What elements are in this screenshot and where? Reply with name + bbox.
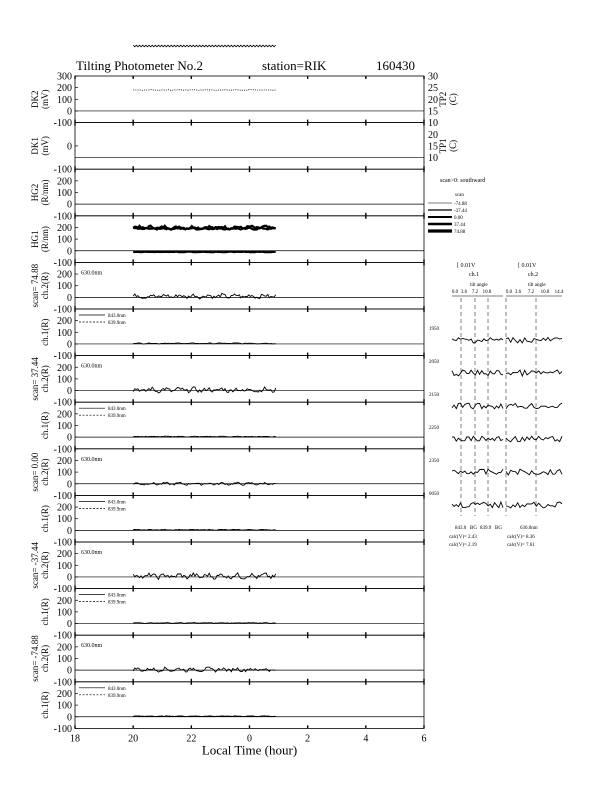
ch1-calibration: calc(V)= 2.43 <box>449 535 477 540</box>
y-tick-label: -100 <box>53 164 72 176</box>
y-axis-unit-label: ch.1(R) <box>40 598 50 626</box>
y-tick-label: 100 <box>57 234 72 246</box>
legend-label: 839.9nm <box>108 321 126 326</box>
y-tick-label: 100 <box>57 514 72 526</box>
y-tick-label: 0 <box>67 619 72 631</box>
y-tick-label: -100 <box>53 490 72 502</box>
legend-label: 843.0nm <box>108 593 126 599</box>
y-axis-label: HG2 <box>30 183 40 202</box>
x-axis-label: Local Time (hour) <box>201 742 298 758</box>
panel-s2c2 <box>30 356 424 409</box>
y-tick-label: 0 <box>67 525 72 537</box>
y-tick-label: 100 <box>57 700 72 712</box>
panel-frame <box>75 356 424 403</box>
date-label: 160430 <box>376 58 415 73</box>
panel-frame <box>75 76 424 123</box>
panel-s5c1 <box>40 682 424 735</box>
panel-s1c1 <box>40 309 424 362</box>
series-line <box>133 482 276 485</box>
panel-hg1 <box>30 216 424 269</box>
y-tick-label: 200 <box>57 549 72 561</box>
panel-dk1 <box>30 123 458 176</box>
x-tick-label: 0 <box>247 733 252 745</box>
y-tick-label: 200 <box>57 83 72 95</box>
panel-s1c2 <box>30 262 424 315</box>
x-tick-label: 4 <box>363 733 369 745</box>
tilt-profile-line <box>506 370 562 376</box>
y-axis-label: scan= 74.88 <box>30 263 40 308</box>
ch2-tilt-tick: 3.6 <box>514 290 522 295</box>
top-trace-line <box>133 45 276 47</box>
y-tick-label: 200 <box>57 595 72 607</box>
ch2-label: ch.2 <box>528 272 539 278</box>
y-tick-label: 200 <box>57 316 72 328</box>
ch2-calibration: calc(V)= 8.36 <box>507 535 535 540</box>
ch2-tilt-tick: 14.4 <box>554 290 564 295</box>
ch2-tilt-tick: 0.0 <box>505 290 513 295</box>
right-tick-label: 10 <box>428 118 438 130</box>
ch1-scale: [ 0.01V <box>457 263 476 269</box>
y-tick-label: 100 <box>57 560 72 572</box>
panel-frame <box>75 449 424 496</box>
y-tick-label: 0 <box>67 339 72 351</box>
panel-frame <box>75 169 424 216</box>
panel-s3c2 <box>30 449 424 502</box>
ch2-scale: [ 0.01V <box>518 263 537 269</box>
x-tick-label: 2 <box>305 733 311 745</box>
x-tick-label: 18 <box>70 733 80 745</box>
tilt-profile-line <box>452 338 503 343</box>
y-tick-label: -100 <box>53 304 72 316</box>
scan-legend-label: 74.88 <box>454 230 466 235</box>
panel-frame <box>75 495 424 542</box>
panel-frame <box>75 216 424 263</box>
panel-frame <box>75 262 424 309</box>
right-axis-unit-label: (C) <box>448 93 458 106</box>
y-tick-label: 100 <box>57 94 72 106</box>
y-tick-label: 100 <box>57 374 72 386</box>
ch1-tilt-tick: 7.2 <box>471 290 479 295</box>
panel-s4c2 <box>30 542 424 596</box>
scan-legend-title: scan>0: southward <box>440 178 486 184</box>
y-axis-label: DK1 <box>30 137 40 155</box>
y-axis-label: scan= 37.44 <box>30 357 40 401</box>
tilt-profile-line <box>452 403 503 409</box>
y-axis-unit-label: ch.1(R) <box>40 691 50 719</box>
y-tick-label: 0 <box>67 665 72 677</box>
time-row-label: 2050 <box>429 360 439 365</box>
time-row-label: 1950 <box>429 327 439 332</box>
panel-hg2 <box>30 169 424 222</box>
y-tick-label: 0 <box>67 712 72 724</box>
tilt-profile-line <box>452 370 503 376</box>
legend-label: 843.0nm <box>108 686 126 692</box>
panel-s5c2 <box>30 635 424 689</box>
y-tick-label: 100 <box>57 327 72 339</box>
tilt-profile-line <box>506 469 562 475</box>
panel-dk2 <box>30 72 458 130</box>
series-line <box>133 716 276 717</box>
y-tick-label: 200 <box>57 362 72 374</box>
panel-frame <box>75 682 424 729</box>
y-tick-label: 100 <box>57 281 72 293</box>
legend-label: 843.0nm <box>108 407 126 413</box>
y-tick-label: 200 <box>57 688 72 700</box>
ch1-label: ch.1 <box>469 272 480 278</box>
scan-legend-label: 0.00 <box>454 216 463 221</box>
y-axis-unit-label: (R/nm) <box>40 226 50 253</box>
right-axis-label: TP2 <box>438 91 448 107</box>
y-axis-unit-label: ch.2(R) <box>40 272 50 300</box>
y-tick-label: 200 <box>57 642 72 654</box>
y-tick-label: 100 <box>57 467 72 479</box>
y-tick-label: 0 <box>67 141 72 153</box>
y-tick-label: 200 <box>57 176 72 188</box>
ch1-tilt-label: tilt angle <box>470 283 488 288</box>
series-line <box>133 252 276 253</box>
ch1-calibration: calc(V)= 2.19 <box>449 543 477 548</box>
panel-frame <box>75 123 424 170</box>
y-tick-label: -100 <box>53 630 72 642</box>
y-tick-label: -100 <box>53 677 72 689</box>
ch1-bottom-label: 839.9 <box>480 526 492 531</box>
right-axis-unit-label: (C) <box>448 139 458 152</box>
y-axis-unit-label: ch.2(R) <box>40 551 50 579</box>
scan-legend-label: -37.44 <box>454 209 467 214</box>
y-tick-label: -100 <box>53 118 72 130</box>
chart-title: Tilting Photometer No.2 <box>76 58 204 73</box>
y-tick-label: 200 <box>57 455 72 467</box>
wavelength-label: 630.0nm <box>81 643 103 650</box>
tilt-profile-line <box>452 469 503 474</box>
y-axis-unit-label: ch.2(R) <box>40 458 50 486</box>
panel-frame <box>75 402 424 449</box>
scan-legend-header: scan <box>455 193 464 198</box>
legend-label: 839.9nm <box>108 414 126 420</box>
y-axis-label: scan= -37.44 <box>30 542 40 589</box>
time-row-label: 2350 <box>429 459 439 464</box>
x-tick-label: 20 <box>128 733 139 745</box>
y-tick-label: 200 <box>57 502 72 514</box>
y-tick-label: -100 <box>53 211 72 223</box>
y-tick-label: 100 <box>57 421 72 432</box>
y-tick-label: -100 <box>53 584 72 596</box>
panel-frame <box>75 542 424 589</box>
tilt-profile-line <box>506 403 562 409</box>
y-tick-label: -100 <box>53 444 72 456</box>
top-sample-trace <box>133 45 276 47</box>
series-line <box>133 573 276 580</box>
y-tick-label: -100 <box>53 257 72 269</box>
tilt-profile-line <box>452 502 503 508</box>
x-tick-label: 6 <box>421 733 427 745</box>
series-line <box>133 387 276 393</box>
right-tick-label: 15 <box>428 106 438 118</box>
ch1-bottom-label: BG <box>495 526 502 531</box>
y-axis-unit-label: ch.1(R) <box>40 505 50 533</box>
wavelength-label: 630.0nm <box>81 363 103 370</box>
y-tick-label: 0 <box>67 199 72 211</box>
series-line <box>133 293 276 299</box>
y-tick-label: 200 <box>57 269 72 281</box>
right-tick-label: 20 <box>428 129 438 141</box>
y-tick-label: 0 <box>67 246 72 258</box>
y-tick-label: 100 <box>57 188 72 199</box>
y-tick-label: -100 <box>53 397 72 409</box>
y-axis-unit-label: (mV) <box>40 89 50 110</box>
y-tick-label: 100 <box>57 607 72 619</box>
y-tick-label: -100 <box>53 723 72 735</box>
tilt-profile-line <box>506 502 562 508</box>
panel-frame <box>75 635 424 682</box>
y-tick-label: 0 <box>67 572 72 584</box>
y-tick-label: 200 <box>57 222 72 234</box>
tilt-profile-line <box>506 436 562 442</box>
ch2-bottom-label: 630.0nm <box>520 526 538 531</box>
y-axis-unit-label: (R/nm) <box>40 179 50 206</box>
right-tick-label: 30 <box>428 71 438 83</box>
y-tick-label: 0 <box>67 106 72 118</box>
y-axis-label: scan= 0.00 <box>30 452 40 492</box>
y-axis-unit-label: ch.1(R) <box>40 411 50 440</box>
wavelength-label: 630.0nm <box>81 270 103 277</box>
right-tick-label: 25 <box>428 83 438 95</box>
ch2-tilt-tick: 10.8 <box>540 290 550 295</box>
time-row-label: 2250 <box>429 426 439 431</box>
y-tick-label: 0 <box>67 432 72 444</box>
legend-label: 839.9nm <box>108 600 126 606</box>
time-row-label: 2150 <box>429 393 439 398</box>
panel-frame <box>75 589 424 636</box>
legend-label: 843.0nm <box>108 314 126 319</box>
ch2-tilt-label: tilt angle <box>528 283 546 288</box>
legend-label: 839.9nm <box>108 507 126 513</box>
y-axis-label: DK2 <box>30 90 40 109</box>
right-tick-label: 10 <box>428 153 438 165</box>
y-axis-unit-label: (mV) <box>40 136 50 156</box>
ch1-bottom-label: BG <box>470 526 477 531</box>
tilt-profile-line <box>452 436 503 441</box>
ch1-tilt-tick: 0.0 <box>451 290 459 295</box>
y-axis-unit-label: ch.2(R) <box>40 365 50 393</box>
scan-legend-label: -74.88 <box>454 202 467 207</box>
ch1-bottom-label: 843.0 <box>455 526 467 531</box>
legend-label: 839.9nm <box>108 693 126 699</box>
right-tick-label: 15 <box>428 141 438 153</box>
chart-header <box>76 58 415 73</box>
y-tick-label: 0 <box>67 479 72 491</box>
y-tick-label: 100 <box>57 654 72 665</box>
series-line <box>133 667 276 672</box>
ch1-tilt-tick: 10.8 <box>482 290 492 295</box>
series-line <box>133 343 276 344</box>
ch2-tilt-tick: 7.2 <box>527 290 535 295</box>
y-axis-label: scan= -74.88 <box>30 635 40 682</box>
time-row-label: 0050 <box>429 492 439 497</box>
legend-label: 843.0nm <box>108 500 126 506</box>
scan-legend <box>428 178 485 235</box>
x-axis <box>70 733 427 757</box>
wavelength-label: 630.0nm <box>81 456 103 463</box>
tilt-profile-panel <box>429 263 564 548</box>
station-label: station=RIK <box>262 58 327 73</box>
y-tick-label: 0 <box>67 386 72 398</box>
ch1-tilt-tick: 3.6 <box>460 290 468 295</box>
y-tick-label: 0 <box>67 292 72 304</box>
y-tick-label: 200 <box>57 409 72 421</box>
right-tick-label: 20 <box>428 94 438 106</box>
y-tick-label: -100 <box>53 537 72 549</box>
wavelength-label: 630.0nm <box>81 550 103 556</box>
panel-frame <box>75 309 424 356</box>
tilt-profile-line <box>506 338 562 343</box>
y-axis-unit-label: ch.1(R) <box>40 318 50 346</box>
panel-s2c1 <box>40 402 424 455</box>
y-axis-unit-label: ch.2(R) <box>40 644 50 673</box>
y-tick-label: 300 <box>57 71 72 83</box>
ch2-calibration: calc(V)= 7.61 <box>507 543 535 548</box>
series-line <box>133 90 276 91</box>
panel-stack <box>30 72 458 735</box>
scan-legend-label: 37.44 <box>454 223 466 228</box>
x-tick-label: 22 <box>186 733 197 745</box>
panel-s3c1 <box>40 495 424 548</box>
y-tick-label: -100 <box>53 351 72 363</box>
right-axis-label: TP1 <box>438 138 448 154</box>
panel-s4c1 <box>40 589 424 642</box>
y-axis-label: HG1 <box>30 230 40 248</box>
